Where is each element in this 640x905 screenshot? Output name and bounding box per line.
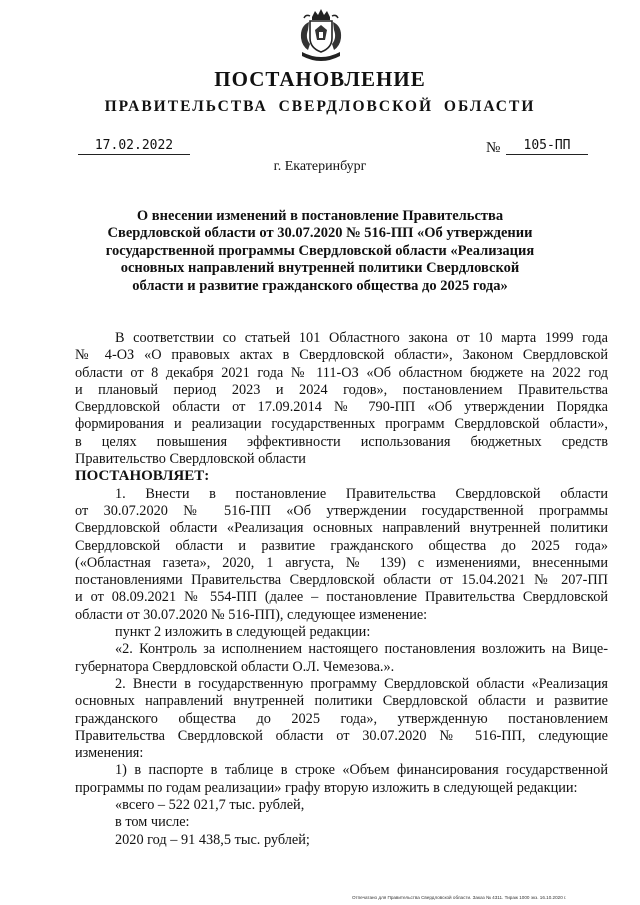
body-line: области от 30.07.2020 № 516-ПП), следующее изменение: xyxy=(75,606,428,623)
body-line: и плановый период 2023 и 2024 годов», постановлением Правительства xyxy=(75,381,608,398)
coat-of-arms-icon xyxy=(296,8,346,66)
body-line: 1) в паспорте в таблице в строке «Объем финансирования государственной xyxy=(115,762,608,779)
body-line: постановлениями Правительства Свердловской области от 15.04.2021 № 207-ПП xyxy=(75,572,608,589)
body-line: от 30.07.2020 № 516-ПП «Об утверждении государственной программы xyxy=(75,502,608,519)
body-line: программы по годам реализации» графу вторую изложить в следующей редакции: xyxy=(75,779,578,796)
resolves-heading: ПОСТАНОВЛЯЕТ: xyxy=(75,468,210,485)
document-subtitle: ПРАВИТЕЛЬСТВА СВЕРДЛОВСКОЙ ОБЛАСТИ xyxy=(104,98,536,115)
number-sign: № xyxy=(486,140,501,156)
body-line: «всего – 522 021,7 тыс. рублей, xyxy=(115,797,305,814)
body-line: в том числе: xyxy=(115,814,190,831)
body-line: области от 8 декабря 2021 года № 111-ОЗ «Об областном бюджете на 2022 год xyxy=(75,364,608,381)
body-line: Правительства Свердловской области от 30.07.2020 № 516-ПП, следующие xyxy=(75,727,608,744)
body-line: Свердловской области от 17.09.2014 № 790-ПП «Об утверждении Порядка xyxy=(75,399,608,416)
document-body xyxy=(75,330,608,849)
body-line: В соответствии со статьей 101 Областного закона от 10 марта 1999 года xyxy=(115,330,608,346)
document-city: г. Екатеринбург xyxy=(273,159,367,174)
body-line: гражданского общества до 2025 года», утвержденную постановлением xyxy=(75,710,608,727)
document-title: ПОСТАНОВЛЕНИЕ xyxy=(214,67,426,91)
body-line: изменения: xyxy=(75,745,144,762)
body-line: № 4-ОЗ «О правовых актах в Свердловской области», Законом Свердловской xyxy=(75,347,608,364)
body-line: Свердловской области «Реализация основных направлений внутренней политики xyxy=(75,520,608,537)
print-footer: Отпечатано для Правительства Свердловской области. Заказ № 4311. Тираж 1000 экз. 16.10.2020 г. xyxy=(352,895,567,900)
document-date: 17.02.2022 xyxy=(78,138,190,155)
body-line: («Областная газета», 2020, 1 августа, № 139) с изменениями, внесенными xyxy=(75,554,608,571)
body-line: основных направлений внутренней политики Свердловской области и развитие xyxy=(75,693,608,710)
body-line: Правительство Свердловской области xyxy=(75,451,306,468)
body-line: «2. Контроль за исполнением настоящего постановления возложить на Вице- xyxy=(115,641,608,658)
body-line: пункт 2 изложить в следующей редакции: xyxy=(115,624,371,641)
body-line: в целях повышения эффективности использования бюджетных средств xyxy=(75,433,608,450)
document-heading: О внесении изменений в постановление Правительства Свердловской области от 30.07.2020 № 516-ПП «Об утверждении государственной программы Свердловской области «Реализация основных направлений внутренней политики Свердловской области и развитие гражданского общества до 2025 года» xyxy=(105,208,535,294)
body-line: Свердловской области и развитие гражданского общества до 2025 года» xyxy=(75,537,608,554)
body-line: 1. Внести в постановление Правительства Свердловской области xyxy=(115,485,608,502)
body-line: 2020 год – 91 438,5 тыс. рублей; xyxy=(115,831,310,848)
document-number: 105-ПП xyxy=(506,138,588,155)
body-line: и от 08.09.2021 № 554-ПП (далее – постановление Правительства Свердловской xyxy=(75,589,608,606)
body-line: губернатора Свердловской области О.Л. Чемезова.». xyxy=(75,658,395,675)
body-line: формирования и реализации государственных программ Свердловской области», xyxy=(75,416,608,433)
body-line: 2. Внести в государственную программу Свердловской области «Реализация xyxy=(115,675,608,692)
